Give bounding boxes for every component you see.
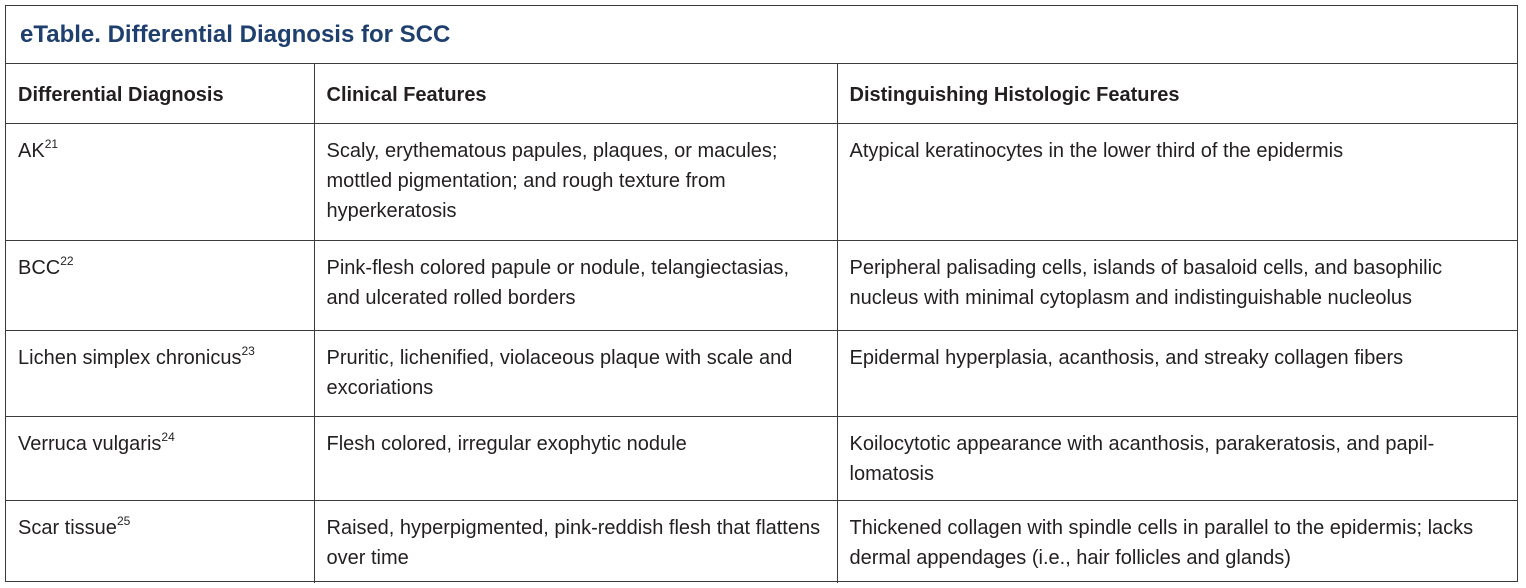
differential-diagnosis-table — [6, 64, 1517, 583]
reference-number: 24 — [161, 430, 175, 445]
diagnosis-cell — [6, 124, 314, 241]
diagnosis-name: BCC — [18, 257, 61, 279]
header-row — [6, 64, 1517, 124]
clinical-cell: Pruritic, lichenified, violaceous plaque with scale and excoriations — [314, 331, 837, 417]
table-title-row — [6, 6, 1517, 64]
table-row — [6, 331, 1517, 417]
histologic-cell: Peripheral palisading cells, islands of basaloid cells, and basophilic nucleus with minimal cytoplasm and indistinguishable nucleolus — [837, 241, 1517, 331]
diagnosis-cell — [6, 417, 314, 501]
diagnosis-cell — [6, 331, 314, 417]
histologic-cell: Epidermal hyperplasia, acanthosis, and streaky collagen fibers — [837, 331, 1517, 417]
reference-number: 22 — [60, 254, 74, 269]
table-row — [6, 241, 1517, 331]
table-frame — [5, 5, 1518, 582]
diagnosis-name: Scar tissue — [18, 517, 117, 539]
diagnosis-name: AK — [18, 140, 45, 162]
diagnosis-cell — [6, 501, 314, 583]
diagnosis-name: Verruca vulgaris — [18, 433, 162, 455]
reference-number: 25 — [116, 514, 131, 529]
reference-number: 21 — [44, 137, 59, 152]
histologic-cell: Koilocytotic appearance with acanthosis, parakeratosis, and papil-lomatosis — [837, 417, 1517, 501]
table-row — [6, 501, 1517, 583]
histologic-cell: Atypical keratinocytes in the lower third of the epidermis — [837, 124, 1517, 241]
clinical-cell: Raised, hyperpigmented, pink-reddish flesh that flattens over time — [314, 501, 837, 583]
header-histologic-features: Distinguishing Histologic Features — [837, 64, 1517, 124]
reference-number: 23 — [241, 344, 255, 359]
table-row — [6, 124, 1517, 241]
histologic-cell: Thickened collagen with spindle cells in parallel to the epidermis; lacks dermal appendages (i.e., hair follicles and glands) — [837, 501, 1517, 583]
clinical-cell: Flesh colored, irregular exophytic nodule — [314, 417, 837, 501]
diagnosis-cell — [6, 241, 314, 331]
table-row — [6, 417, 1517, 501]
table-title: eTable. Differential Diagnosis for SCC — [20, 20, 451, 48]
clinical-cell: Pink-flesh colored papule or nodule, telangiectasias, and ulcerated rolled borders — [314, 241, 837, 331]
header-clinical-features: Clinical Features — [314, 64, 837, 124]
diagnosis-name: Lichen simplex chronicus — [18, 347, 242, 369]
header-differential-diagnosis: Differential Diagnosis — [6, 64, 314, 124]
clinical-cell: Scaly, erythematous papules, plaques, or macules; mottled pigmentation; and rough texture from hyperkeratosis — [314, 124, 837, 241]
